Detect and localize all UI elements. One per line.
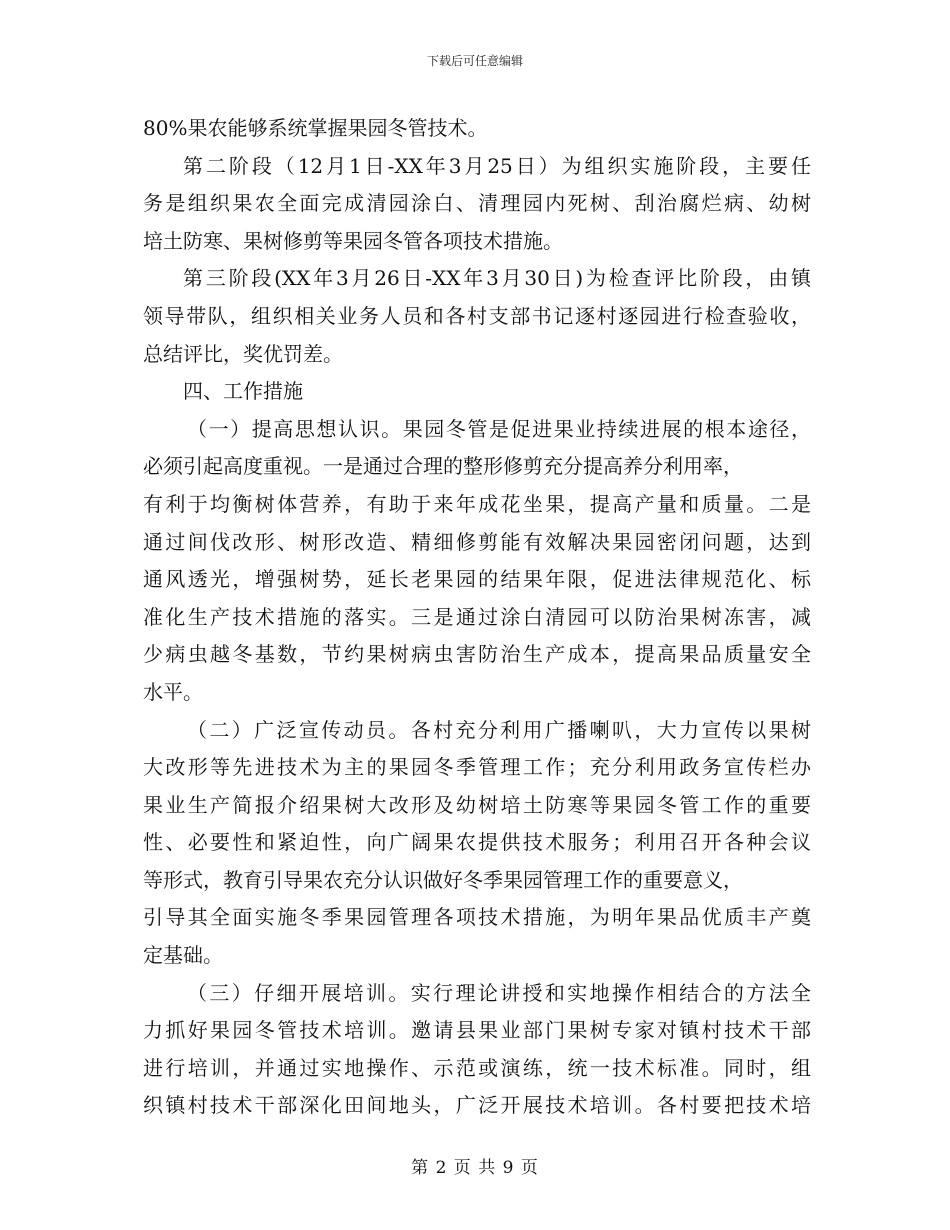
body-line: 四、工作措施 bbox=[183, 379, 303, 404]
document-body bbox=[143, 110, 811, 1125]
body-line: 定基础。 bbox=[143, 943, 223, 968]
body-line: 水平。 bbox=[143, 679, 203, 704]
body-line: 少病虫越冬基数，节约果树病虫害防治生产成本，提高果品质量安全 bbox=[143, 642, 811, 667]
page-footer: 第 2 页 共 9 页 bbox=[411, 1158, 539, 1178]
body-line: 总结评比，奖优罚差。 bbox=[143, 341, 343, 366]
body-line: 通过间伐改形、树形改造、精细修剪能有效解决果园密闭问题，达到 bbox=[143, 529, 811, 554]
body-line: （二）广泛宣传动员。各村充分利用广播喇叭，大力宣传以果树 bbox=[187, 717, 811, 742]
body-line: 等形式，教育引导果农充分认识做好冬季果园管理工作的重要意义， bbox=[143, 867, 743, 892]
body-line: 务是组织果农全面完成清园涂白、清理园内死树、刮治腐烂病、幼树 bbox=[143, 191, 811, 216]
page-header: 下载后可任意编辑 bbox=[426, 54, 523, 68]
body-line: 第三阶段(XX年3月26日-XX年3月30日)为检查评比阶段，由镇 bbox=[183, 266, 811, 291]
body-line: （三）仔细开展培训。实行理论讲授和实地操作相结合的方法全 bbox=[187, 980, 811, 1005]
body-line: 果业生产简报介绍果树大改形及幼树培土防寒等果园冬管工作的重要 bbox=[143, 792, 811, 817]
body-line: 性、必要性和紧迫性，向广阔果农提供技术服务；利用召开各种会议 bbox=[143, 830, 811, 855]
body-line: 力抓好果园冬管技术培训。邀请县果业部门果树专家对镇村技术干部 bbox=[143, 1018, 811, 1043]
body-line: （一）提高思想认识。果园冬管是促进果业持续进展的根本途径， bbox=[187, 416, 811, 441]
body-line: 织镇村技术干部深化田间地头，广泛开展技术培训。各村要把技术培 bbox=[143, 1093, 811, 1118]
body-line: 培土防寒、果树修剪等果园冬管各项技术措施。 bbox=[143, 228, 563, 253]
body-line: 进行培训，并通过实地操作、示范或演练，统一技术标准。同时，组 bbox=[143, 1055, 811, 1080]
body-line: 大改形等先进技术为主的果园冬季管理工作；充分利用政务宣传栏办 bbox=[143, 755, 811, 780]
body-line: 引导其全面实施冬季果园管理各项技术措施，为明年果品优质丰产奠 bbox=[143, 905, 811, 930]
body-line: 第二阶段（12月1日-XX年3月25日）为组织实施阶段，主要任 bbox=[183, 153, 811, 178]
body-line: 必须引起高度重视。一是通过合理的整形修剪充分提高养分利用率， bbox=[143, 454, 743, 479]
body-line: 准化生产技术措施的落实。三是通过涂白清园可以防治果树冻害，减 bbox=[143, 604, 811, 629]
body-line: 领导带队，组织相关业务人员和各村支部书记逐村逐园进行检查验收， bbox=[143, 303, 811, 328]
body-line: 有利于均衡树体营养，有助于来年成花坐果，提高产量和质量。二是 bbox=[143, 491, 811, 516]
body-line: 通风透光，增强树势，延长老果园的结果年限，促进法律规范化、标 bbox=[143, 567, 811, 592]
body-line: 80%果农能够系统掌握果园冬管技术。 bbox=[143, 116, 488, 140]
